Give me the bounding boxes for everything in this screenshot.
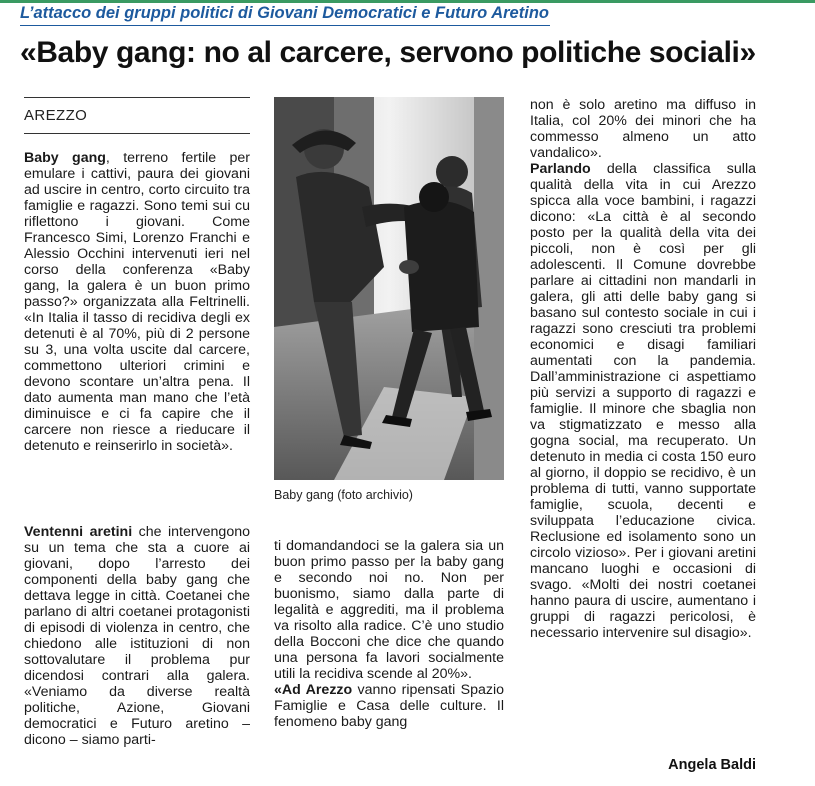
column-1-bottom	[24, 524, 250, 748]
kicker-underline	[20, 25, 550, 26]
lead-in: Baby gang	[24, 150, 106, 166]
column-3	[530, 97, 756, 641]
paragraph-text: vanno ripensati Spazio Famiglie e Casa delle culture. Il fenomeno baby gang	[274, 682, 504, 730]
paragraph-5	[530, 97, 756, 161]
paragraph-text: che intervengono su un tema che sta a cuore ai giovani, dopo l’arresto dei componenti della baby gang che dettava legge in città. Coetanei che parlano di altri coetanei protagonisti di episodi di violenza in centro, che chiedono alle istituzioni di non sottovalutare il problema pur dicendosi contrari alla galera. «Veniamo da diverse realtà politiche, Azione, Giovani democratici e Futuro aretino – dicono – siamo parti-	[24, 524, 250, 748]
byline: Angela Baldi	[668, 757, 756, 773]
paragraph-6	[530, 161, 756, 641]
top-border	[0, 0, 815, 3]
paragraph-text: , terreno fertile per emulare i cattivi, paura dei giovani ad uscire in centro, corto circuito tra famiglie e ragazzi. Sono temi sui cu riflettono i giovani. Come Francesco Simi, Lorenzo Franchi e Alessio Occhini intervenuti ieri nel corso della conferenza «Baby gang, la galera è un buon primo passo?» organizzata alla Feltrinelli. «In Italia il tasso di recidiva degli ex detenuti è al 70%, più di 2 persone su 3, una volta uscite dal carcere, commettono ulteriori crimini e devono scontare un’altra pena. Il dato aumenta man mano che l’età diminuisce e ci fa capire che il carcere non riesce a rieducare il detenuto e reinserirlo in società».	[24, 150, 250, 454]
dateline-rule-bottom	[24, 133, 250, 134]
paragraph-3	[274, 538, 504, 682]
paragraph-1	[24, 150, 250, 454]
headline: «Baby gang: no al carcere, servono politiche sociali»	[20, 36, 756, 69]
paragraph-4	[274, 682, 504, 730]
photo-caption: Baby gang (foto archivio)	[274, 488, 413, 502]
kicker: L’attacco dei gruppi politici di Giovani Democratici e Futuro Aretino	[20, 4, 549, 22]
paragraph-text: della classifica sulla qualità della vita in cui Arezzo spicca alla voce bambini, i ragazzi dicono: «La città è al secondo posto per la qualità della vita dei piccoli, non è così per gli adolescenti. Il Comune dovrebbe parlare ai cittadini non mandarli in galera, gli atti delle baby gang si basano sul contesto sociale in cui i ragazzi sono cresciuti tra problemi economici e disagi familiari aumentati con la pandemia. Dall’amministrazione ci aspettiamo più servizi a supporto di ragazzi e famiglie. Il minore che sbaglia non va stigmatizzato e messo alla gogna social, ma recuperato. Un detenuto in media ci costa 150 euro al giorno, il doppio se recidivo, è un problema di tutti, vanno supportate famiglie, scuola, decenti e sviluppata l’educazione civica. Reclusione ed isolamento sono un circolo vizioso». Per i giovani aretini mancano luoghi e occasioni di svago. «Molti dei nostri coetanei hanno paura di uscire, aumentano i gruppi di ragazzi pericolosi, è necessario intervenire sul disagio».	[530, 161, 756, 641]
paragraph-text: non è solo aretino ma diffuso in Italia, col 20% dei minori che ha commesso almeno un atto vandalico».	[530, 97, 756, 161]
column-2	[274, 538, 504, 730]
article-photo	[274, 97, 504, 480]
dateline-rule-top	[24, 97, 250, 98]
paragraph-2	[24, 524, 250, 748]
paragraph-text: ti domandandoci se la galera sia un buon primo passo per la baby gang e secondo noi no. Non per buonismo, siamo dalla parte di legalità e aggrediti, ma il problema va risolto alla radice. C’è uno studio della Bocconi che dice che quando una persona fa lavori socialmente utili la recidiva scende al 20%».	[274, 538, 504, 682]
dateline: AREZZO	[24, 107, 88, 124]
photo-illustration	[274, 97, 504, 480]
column-1-top	[24, 150, 250, 454]
lead-in: Ventenni aretini	[24, 524, 133, 540]
lead-in: «Ad Arezzo	[274, 682, 353, 698]
lead-in: Parlando	[530, 161, 591, 177]
